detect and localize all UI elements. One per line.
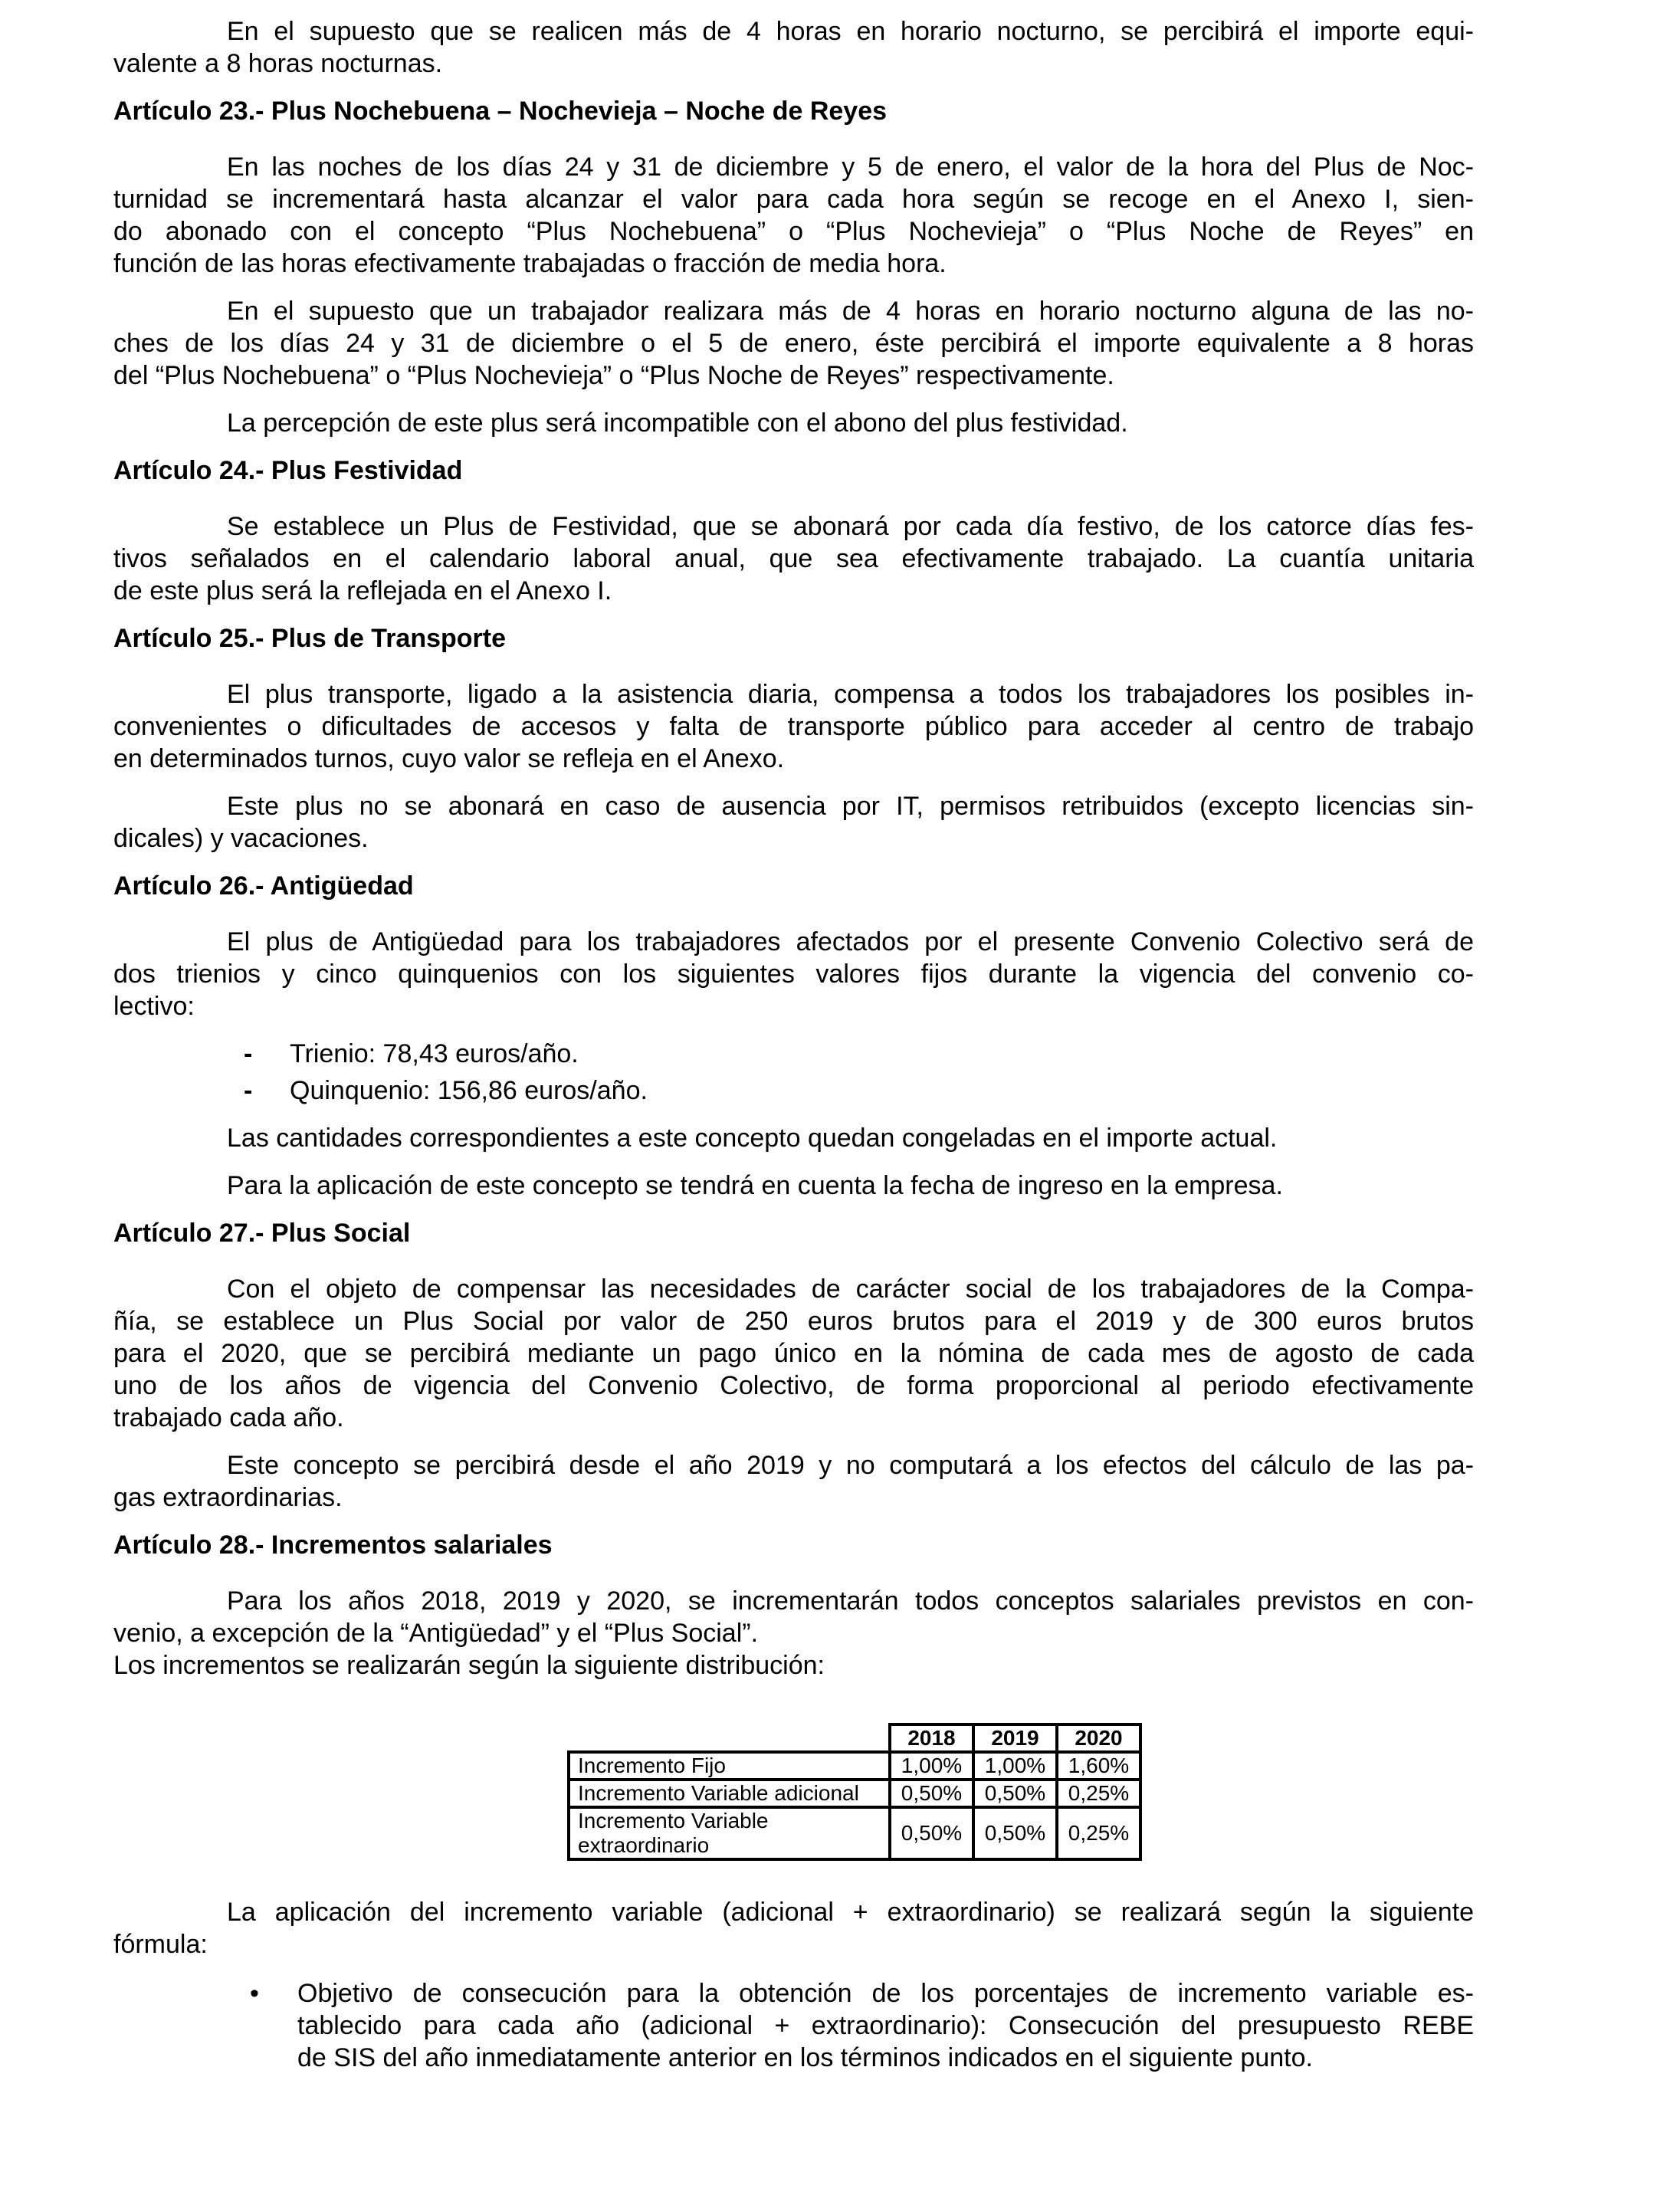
paragraph-line: función de las horas efectivamente trabajadas o fracción de media hora.	[113, 249, 947, 278]
paragraph	[113, 1896, 1474, 1960]
table-value-cell: 1,60%	[1057, 1752, 1140, 1780]
paragraph	[113, 1273, 1474, 1434]
paragraph-line: Los incrementos se realizarán según la siguiente distribución:	[113, 1651, 825, 1680]
paragraph	[113, 790, 1474, 855]
paragraph-line: Las cantidades correspondientes a este concepto quedan congeladas en el importe actual.	[227, 1124, 1278, 1153]
paragraph-line: de este plus será la reflejada en el Anexo I.	[113, 576, 612, 605]
paragraph-line: Quinquenio: 156,86 euros/año.	[290, 1076, 648, 1105]
table-value-cell: 0,50%	[890, 1807, 973, 1859]
paragraph	[113, 1449, 1474, 1514]
list-item-content	[290, 1075, 1474, 1107]
paragraph-line: turnidad se incrementará hasta alcanzar el valor para cada hora según se recoge en el Anexo I, sien-	[113, 185, 1474, 214]
paragraph	[113, 1585, 1474, 1649]
document-body	[113, 15, 1474, 2074]
paragraph-line: Este plus no se abonará en caso de ausencia por IT, permisos retribuidos (excepto licencias sin-	[227, 792, 1474, 821]
table-header-cell: 2018	[890, 1724, 973, 1752]
table-value-cell: 0,25%	[1057, 1807, 1140, 1859]
list-item	[113, 1977, 1474, 2074]
paragraph-line: valente a 8 horas nocturnas.	[113, 49, 443, 78]
paragraph-line: La aplicación del incremento variable (adicional + extraordinario) se realizará según la siguiente	[227, 1898, 1474, 1927]
paragraph-line: Con el objeto de compensar las necesidades de carácter social de los trabajadores de la Compa-	[227, 1275, 1474, 1304]
table-label-cell: Incremento Fijo	[569, 1752, 890, 1780]
article-heading: Artículo 24.- Plus Festividad	[113, 456, 463, 485]
paragraph-line: dicales) y vacaciones.	[113, 824, 369, 853]
paragraph-line: fórmula:	[113, 1930, 208, 1959]
paragraph	[113, 407, 1474, 439]
dash-marker-icon: -	[244, 1039, 253, 1068]
paragraph-line: En el supuesto que se realicen más de 4 horas en horario nocturno, se percibirá el importe equi-	[227, 17, 1474, 46]
paragraph	[113, 151, 1474, 280]
paragraph-line: lectivo:	[113, 992, 195, 1021]
paragraph-line: para el 2020, que se percibirá mediante un pago único en la nómina de cada mes de agosto de cada	[113, 1339, 1474, 1368]
table-row	[569, 1807, 1140, 1859]
table-header-cell: 2020	[1057, 1724, 1140, 1752]
dash-marker-icon: -	[244, 1076, 253, 1105]
paragraph-line: ñía, se establece un Plus Social por valor de 250 euros brutos para el 2019 y de 300 euros brutos	[113, 1307, 1474, 1336]
list-item-content	[297, 1977, 1474, 2074]
table-value-cell: 0,50%	[973, 1807, 1057, 1859]
table-header-row	[569, 1724, 1140, 1752]
increments-table	[567, 1723, 1142, 1861]
table-value-cell: 1,00%	[890, 1752, 973, 1780]
dash-list	[113, 1038, 1474, 1107]
table-value-cell: 0,25%	[1057, 1780, 1140, 1807]
paragraph	[113, 1649, 1474, 1682]
bullet-list	[113, 1977, 1474, 2074]
table-value-cell: 0,50%	[973, 1780, 1057, 1807]
table-value-cell: 0,50%	[890, 1780, 973, 1807]
paragraph-line: En el supuesto que un trabajador realizara más de 4 horas en horario nocturno alguna de las no-	[227, 297, 1474, 326]
paragraph-line: Para la aplicación de este concepto se tendrá en cuenta la fecha de ingreso en la empresa.	[227, 1171, 1283, 1200]
article-heading: Artículo 23.- Plus Nochebuena – Nochevieja – Noche de Reyes	[113, 97, 888, 126]
paragraph	[113, 295, 1474, 392]
paragraph-line: Para los años 2018, 2019 y 2020, se incrementarán todos conceptos salariales previstos en con-	[227, 1586, 1474, 1616]
paragraph	[113, 510, 1474, 607]
bullet-marker-icon: •	[250, 1979, 259, 2008]
paragraph-line: ches de los días 24 y 31 de diciembre o el 5 de enero, éste percibirá el importe equivalente a 8 horas	[113, 329, 1474, 358]
paragraph-line: La percepción de este plus será incompatible con el abono del plus festividad.	[227, 408, 1128, 438]
paragraph-line: del “Plus Nochebuena” o “Plus Nochevieja” o “Plus Noche de Reyes” respectivamente.	[113, 361, 1114, 390]
table-row	[569, 1780, 1140, 1807]
paragraph-line: Trienio: 78,43 euros/año.	[290, 1039, 579, 1068]
paragraph-line: gas extraordinarias.	[113, 1483, 343, 1512]
table-header-cell: 2019	[973, 1724, 1057, 1752]
table-label-cell: Incremento Variable extraordinario	[569, 1807, 890, 1859]
paragraph-line: trabajado cada año.	[113, 1403, 344, 1432]
list-item	[113, 1038, 1474, 1070]
article-heading: Artículo 28.- Incrementos salariales	[113, 1531, 553, 1560]
paragraph	[113, 678, 1474, 775]
paragraph-line: Se establece un Plus de Festividad, que se abonará por cada día festivo, de los catorce días fes-	[227, 512, 1474, 541]
article-heading: Artículo 26.- Antigüedad	[113, 871, 414, 901]
paragraph	[113, 926, 1474, 1022]
paragraph-line: dos trienios y cinco quinquenios con los siguientes valores fijos durante la vigencia del convenio co-	[113, 960, 1474, 989]
paragraph-line: en determinados turnos, cuyo valor se refleja en el Anexo.	[113, 744, 785, 773]
paragraph-line: convenientes o dificultades de accesos y falta de transporte público para acceder al centro de trabajo	[113, 712, 1474, 741]
table-row	[569, 1752, 1140, 1780]
list-item	[113, 1075, 1474, 1107]
paragraph-line: do abonado con el concepto “Plus Nochebuena” o “Plus Nochevieja” o “Plus Noche de Reyes” en	[113, 217, 1474, 246]
table-corner-cell	[569, 1724, 890, 1752]
paragraph-line: El plus transporte, ligado a la asistencia diaria, compensa a todos los trabajadores los posibles in-	[227, 680, 1474, 709]
article-heading: Artículo 25.- Plus de Transporte	[113, 624, 507, 653]
article-heading: Artículo 27.- Plus Social	[113, 1219, 411, 1248]
paragraph	[113, 15, 1474, 80]
paragraph-line: Este concepto se percibirá desde el año 2019 y no computará a los efectos del cálculo de las pa-	[227, 1451, 1474, 1480]
paragraph	[113, 1122, 1474, 1154]
paragraph-line: venio, a excepción de la “Antigüedad” y el “Plus Social”.	[113, 1619, 759, 1648]
paragraph	[113, 1170, 1474, 1202]
paragraph-line: tivos señalados en el calendario laboral anual, que sea efectivamente trabajado. La cuantía unitaria	[113, 544, 1474, 573]
paragraph-line: uno de los años de vigencia del Convenio Colectivo, de forma proporcional al periodo efectivamente	[113, 1371, 1474, 1400]
paragraph-line: tablecido para cada año (adicional + extraordinario): Consecución del presupuesto REBE	[297, 2011, 1474, 2040]
paragraph-line: de SIS del año inmediatamente anterior en los términos indicados en el siguiente punto.	[297, 2043, 1313, 2072]
table-value-cell: 1,00%	[973, 1752, 1057, 1780]
paragraph-line: En las noches de los días 24 y 31 de diciembre y 5 de enero, el valor de la hora del Plus de Noc-	[227, 153, 1474, 182]
list-item-content	[290, 1038, 1474, 1070]
table-label-cell: Incremento Variable adicional	[569, 1780, 890, 1807]
paragraph-line: El plus de Antigüedad para los trabajadores afectados por el presente Convenio Colectivo será de	[227, 927, 1474, 956]
paragraph-line: Objetivo de consecución para la obtención de los porcentajes de incremento variable es-	[297, 1979, 1474, 2008]
